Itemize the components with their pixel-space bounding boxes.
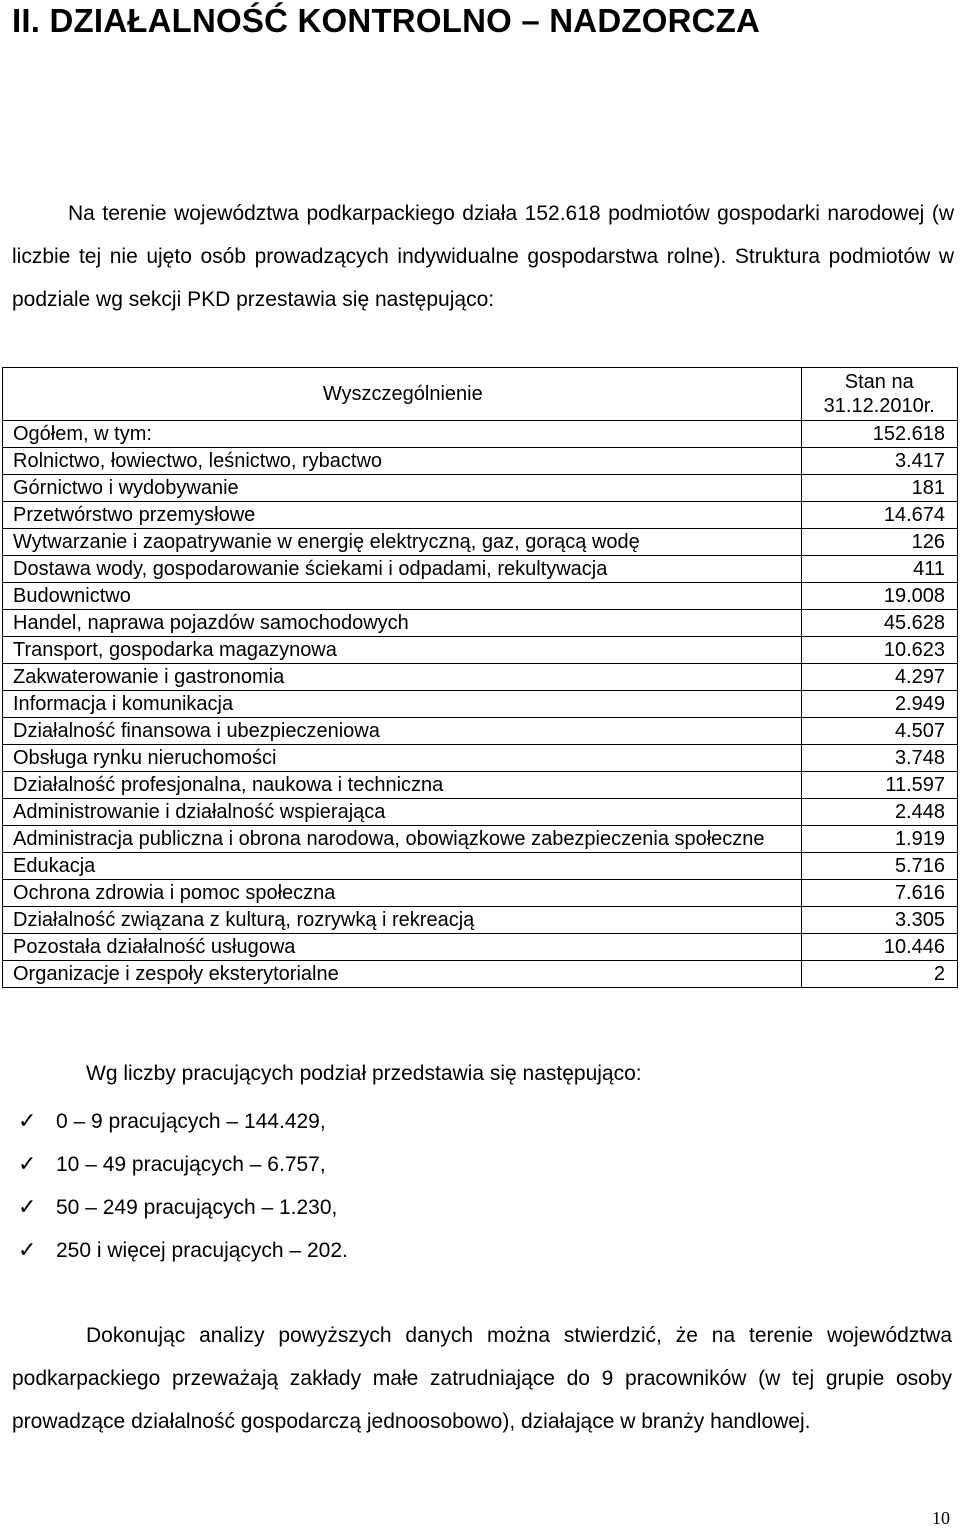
table-row	[3, 907, 958, 934]
header-status-date: Stan na 31.12.2010r.	[801, 368, 957, 421]
row-value: 7.616	[801, 880, 957, 907]
row-value: 2	[801, 961, 957, 988]
row-label: Ogółem, w tym:	[3, 421, 802, 448]
table-row	[3, 475, 958, 502]
row-value: 4.507	[801, 718, 957, 745]
table-row	[3, 772, 958, 799]
row-label: Przetwórstwo przemysłowe	[3, 502, 802, 529]
row-label: Handel, naprawa pojazdów samochodowych	[3, 610, 802, 637]
row-label: Działalność związana z kulturą, rozrywką i rekreacją	[3, 907, 802, 934]
row-label: Zakwaterowanie i gastronomia	[3, 664, 802, 691]
row-value: 152.618	[801, 421, 957, 448]
list-item-text: 0 – 9 pracujących – 144.429,	[56, 1110, 326, 1133]
table-body	[3, 421, 958, 988]
row-value: 5.716	[801, 853, 957, 880]
list-item	[18, 1143, 348, 1186]
row-label: Ochrona zdrowia i pomoc społeczna	[3, 880, 802, 907]
table-row	[3, 934, 958, 961]
checkmark-icon: ✓	[18, 1152, 37, 1177]
row-value: 2.949	[801, 691, 957, 718]
row-value: 3.748	[801, 745, 957, 772]
table-row	[3, 961, 958, 988]
row-value: 4.297	[801, 664, 957, 691]
checkmark-icon: ✓	[18, 1109, 37, 1134]
row-label: Pozostała działalność usługowa	[3, 934, 802, 961]
intro-text: Na terenie województwa podkarpackiego działa 152.618 podmiotów gospodarki narodowej (w liczbie tej nie ujęto osób prowadzących indywidualne gospodarstwa rolne). Struktura podmiotów w podziale wg sekcji PKD przestawia się następująco:	[12, 202, 954, 311]
page-number: 10	[932, 1508, 950, 1528]
list-item-text: 50 – 249 pracujących – 1.230,	[56, 1196, 338, 1219]
row-label: Administracja publiczna i obrona narodowa, obowiązkowe zabezpieczenia społeczne	[3, 826, 802, 853]
list-item-text: 250 i więcej pracujących – 202.	[56, 1239, 348, 1262]
table-row	[3, 583, 958, 610]
row-label: Działalność profesjonalna, naukowa i techniczna	[3, 772, 802, 799]
table-row	[3, 691, 958, 718]
pkd-sections-table	[2, 367, 958, 988]
section-heading: II. DZIAŁALNOŚĆ KONTROLNO – NADZORCZA	[12, 2, 761, 39]
conclusion-paragraph	[12, 1314, 952, 1443]
row-value: 3.417	[801, 448, 957, 475]
table-row	[3, 664, 958, 691]
row-value: 11.597	[801, 772, 957, 799]
row-value: 181	[801, 475, 957, 502]
row-value: 126	[801, 529, 957, 556]
table-row	[3, 637, 958, 664]
table-header-row	[3, 368, 958, 421]
checkmark-icon: ✓	[18, 1238, 37, 1263]
table-row	[3, 853, 958, 880]
row-value: 45.628	[801, 610, 957, 637]
table-row	[3, 610, 958, 637]
row-value: 2.448	[801, 799, 957, 826]
employment-intro: Wg liczby pracujących podział przedstawia się następująco:	[86, 1062, 642, 1085]
row-label: Wytwarzanie i zaopatrywanie w energię elektryczną, gaz, gorącą wodę	[3, 529, 802, 556]
row-label: Organizacje i zespoły eksterytorialne	[3, 961, 802, 988]
list-item-text: 10 – 49 pracujących – 6.757,	[56, 1153, 326, 1176]
table-row	[3, 448, 958, 475]
conclusion-text: Dokonując analizy powyższych danych można stwierdzić, że na terenie województwa podkarpackiego przeważają zakłady małe zatrudniające do 9 pracowników (w tej grupie osoby prowadzące działalność gospodarczą jednoosobowo), działające w branży handlowej.	[12, 1324, 952, 1433]
employment-list	[18, 1100, 348, 1272]
row-value: 3.305	[801, 907, 957, 934]
checkmark-icon: ✓	[18, 1195, 37, 1220]
row-label: Górnictwo i wydobywanie	[3, 475, 802, 502]
table-row	[3, 421, 958, 448]
row-label: Edukacja	[3, 853, 802, 880]
row-label: Budownictwo	[3, 583, 802, 610]
table-row	[3, 718, 958, 745]
row-value: 10.446	[801, 934, 957, 961]
header-description: Wyszczególnienie	[3, 368, 802, 421]
table-row	[3, 529, 958, 556]
row-label: Obsługa rynku nieruchomości	[3, 745, 802, 772]
row-value: 411	[801, 556, 957, 583]
list-item	[18, 1100, 348, 1143]
row-label: Transport, gospodarka magazynowa	[3, 637, 802, 664]
row-value: 19.008	[801, 583, 957, 610]
intro-paragraph	[12, 192, 954, 321]
table-row	[3, 826, 958, 853]
table-row	[3, 799, 958, 826]
row-label: Działalność finansowa i ubezpieczeniowa	[3, 718, 802, 745]
table-row	[3, 745, 958, 772]
table-row	[3, 556, 958, 583]
table-row	[3, 502, 958, 529]
row-value: 14.674	[801, 502, 957, 529]
row-label: Rolnictwo, łowiectwo, leśnictwo, rybactwo	[3, 448, 802, 475]
row-label: Informacja i komunikacja	[3, 691, 802, 718]
list-item	[18, 1229, 348, 1272]
row-label: Administrowanie i działalność wspierająca	[3, 799, 802, 826]
table-row	[3, 880, 958, 907]
list-item	[18, 1186, 348, 1229]
row-value: 10.623	[801, 637, 957, 664]
row-value: 1.919	[801, 826, 957, 853]
row-label: Dostawa wody, gospodarowanie ściekami i odpadami, rekultywacja	[3, 556, 802, 583]
